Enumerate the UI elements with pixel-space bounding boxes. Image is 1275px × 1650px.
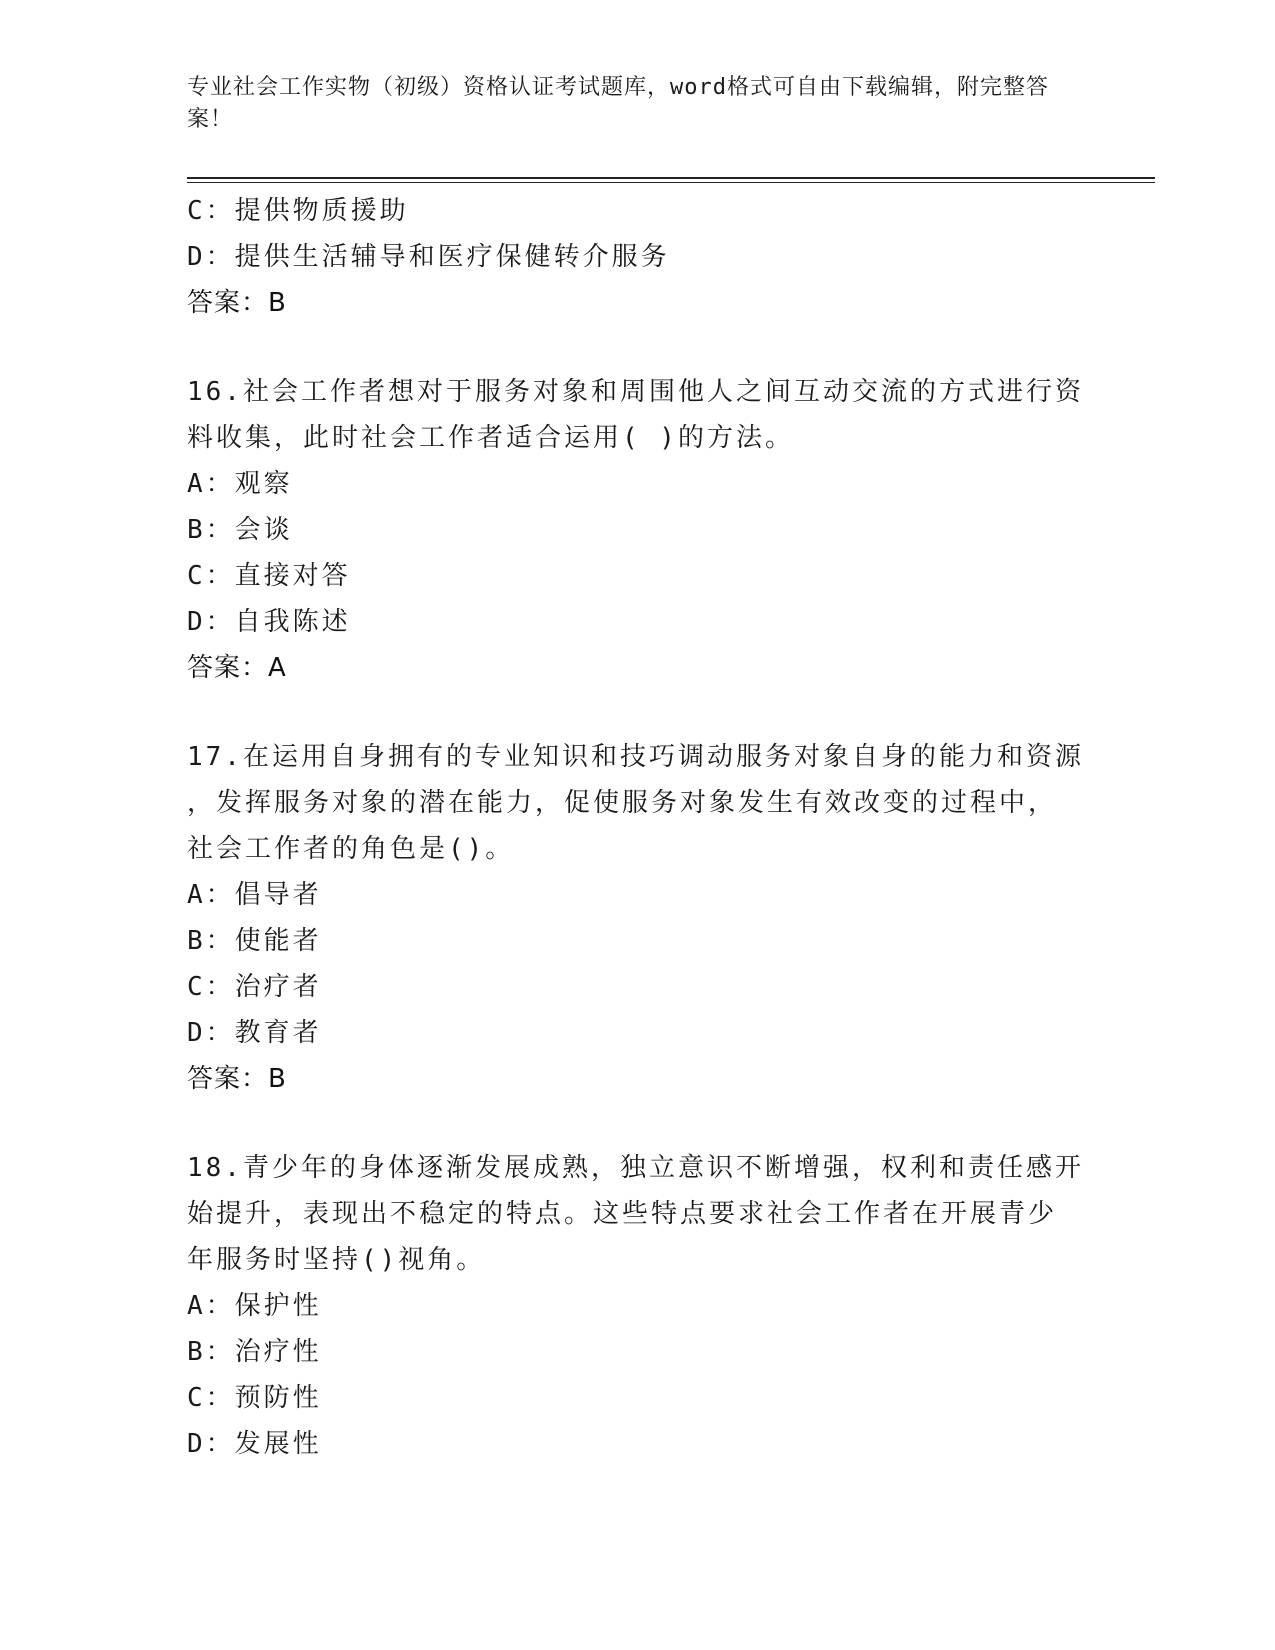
answer-line: 答案：B: [187, 1064, 287, 1094]
question-text-line: 料收集，此时社会工作者适合运用( )的方法。: [187, 423, 794, 453]
option-c: C：治疗者: [187, 972, 322, 1002]
question-body: [187, 188, 1107, 1467]
option-b: B：会谈: [187, 515, 293, 545]
question-text-line: 始提升，表现出不稳定的特点。这些特点要求社会工作者在开展青少: [187, 1199, 1058, 1229]
question-text-line: 16.社会工作者想对于服务对象和周围他人之间互动交流的方式进行资: [187, 377, 1084, 407]
question-text-line: 社会工作者的角色是()。: [187, 834, 515, 864]
option-c: C：直接对答: [187, 561, 351, 591]
question-18: [187, 1145, 1107, 1467]
question-text-line: 年服务时坚持()视角。: [187, 1245, 486, 1275]
spacer: [187, 326, 1107, 369]
option-a: A：保护性: [187, 1291, 322, 1321]
question-text-line: 18.青少年的身体逐渐发展成熟，独立意识不断增强，权利和责任感开: [187, 1153, 1084, 1183]
option-d: D：发展性: [187, 1429, 322, 1459]
option-a: A：观察: [187, 469, 293, 499]
spacer: [187, 691, 1107, 734]
option-c: C：预防性: [187, 1383, 322, 1413]
previous-question-tail: [187, 188, 1107, 326]
option-a: A：倡导者: [187, 880, 322, 910]
page-header: 专业社会工作实物（初级）资格认证考试题库，word格式可自由下载编辑，附完整答案！: [187, 75, 1049, 132]
option-b: B：治疗性: [187, 1337, 322, 1367]
option-b: B：使能者: [187, 926, 322, 956]
question-text-line: 17.在运用自身拥有的专业知识和技巧调动服务对象自身的能力和资源: [187, 742, 1084, 772]
option-d: D：教育者: [187, 1018, 322, 1048]
spacer: [187, 1102, 1107, 1145]
answer-line: 答案：A: [187, 653, 287, 683]
question-text-line: ，发挥服务对象的潜在能力，促使服务对象发生有效改变的过程中，: [187, 788, 1058, 818]
option-c: C：提供物质援助: [187, 196, 409, 226]
header-divider-thin: [187, 182, 1155, 183]
answer-line: 答案：B: [187, 288, 287, 318]
option-d: D：提供生活辅导和医疗保健转介服务: [187, 242, 670, 272]
option-d: D：自我陈述: [187, 607, 351, 637]
question-16: [187, 369, 1107, 691]
question-17: [187, 734, 1107, 1102]
header-divider-thick: [187, 177, 1155, 179]
